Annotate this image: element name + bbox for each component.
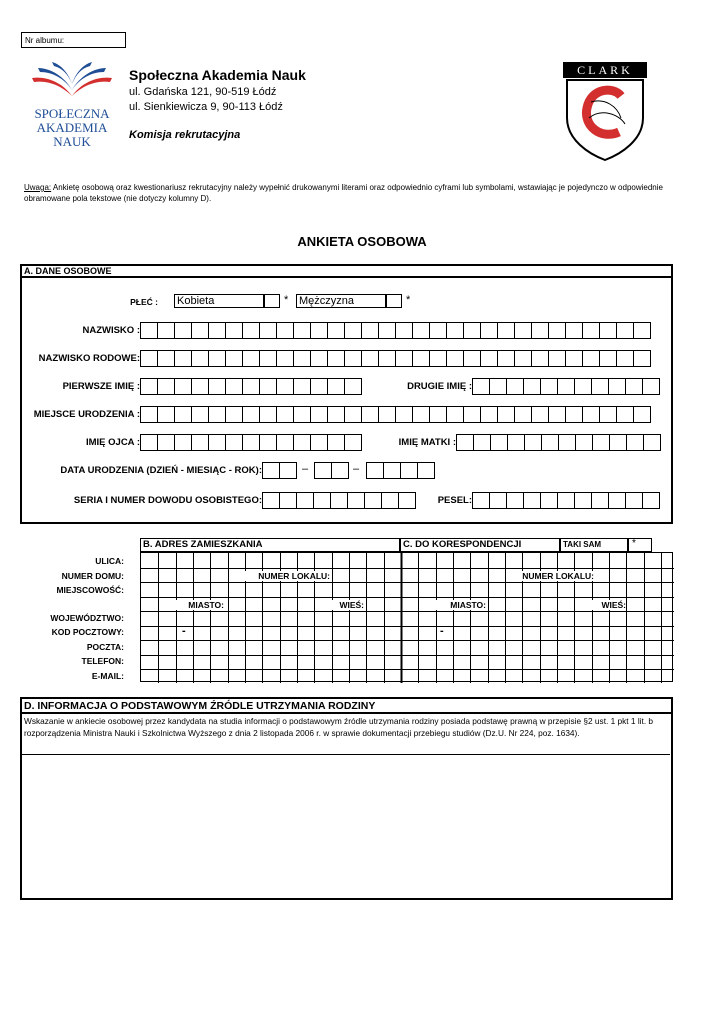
letter-cell[interactable]: [583, 407, 600, 422]
letter-cell[interactable]: [617, 407, 634, 422]
letter-cell[interactable]: [209, 407, 226, 422]
letter-cell[interactable]: [382, 493, 399, 508]
letter-cell[interactable]: [243, 435, 260, 450]
letter-cell[interactable]: [627, 435, 644, 450]
letter-cell[interactable]: [328, 379, 345, 394]
letter-cell[interactable]: [507, 493, 524, 508]
letter-cell[interactable]: [345, 407, 362, 422]
email-label: E-MAIL:: [91, 671, 124, 681]
letter-cell[interactable]: [362, 323, 379, 338]
letter-cell[interactable]: [280, 463, 297, 478]
birthdate-dash-1: –: [302, 463, 309, 475]
letter-cell[interactable]: [243, 407, 260, 422]
letter-cell[interactable]: [192, 323, 209, 338]
letter-cell[interactable]: [226, 323, 243, 338]
letter-cell[interactable]: [413, 407, 430, 422]
birth-year-input[interactable]: [366, 462, 435, 479]
letter-cell[interactable]: [507, 379, 524, 394]
first-name-label: PIERWSZE IMIĘ :: [62, 381, 140, 392]
mother-name-label: IMIĘ MATKI :: [398, 437, 456, 448]
letter-cell[interactable]: [401, 463, 418, 478]
letter-cell[interactable]: [447, 351, 464, 366]
same-as-b-label: TAKI SAM: [563, 540, 602, 549]
surname-input[interactable]: [140, 322, 651, 339]
letter-cell[interactable]: [413, 323, 430, 338]
section-d-title-bar: [20, 697, 673, 714]
letter-cell[interactable]: [600, 323, 617, 338]
letter-cell[interactable]: [158, 435, 175, 450]
letter-cell[interactable]: [626, 379, 643, 394]
b-flat-no-label: NUMER LOKALU:: [244, 571, 330, 581]
letter-cell[interactable]: [634, 323, 651, 338]
letter-cell[interactable]: [643, 493, 660, 508]
section-c-header: [400, 538, 560, 552]
letter-cell[interactable]: [294, 323, 311, 338]
father-name-label: IMIĘ OJCA :: [85, 437, 140, 448]
letter-cell[interactable]: [583, 351, 600, 366]
letter-cell[interactable]: [498, 351, 515, 366]
letter-cell[interactable]: [158, 379, 175, 394]
letter-cell[interactable]: [175, 379, 192, 394]
letter-cell[interactable]: [311, 323, 328, 338]
letter-cell[interactable]: [226, 435, 243, 450]
letter-cell[interactable]: [379, 351, 396, 366]
letter-cell[interactable]: [592, 493, 609, 508]
letter-cell[interactable]: [294, 435, 311, 450]
letter-cell[interactable]: [362, 407, 379, 422]
letter-cell[interactable]: [481, 351, 498, 366]
family-name-label: NAZWISKO RODOWE:: [38, 353, 140, 364]
letter-cell[interactable]: [260, 379, 277, 394]
letter-cell[interactable]: [294, 407, 311, 422]
address-grid-lines: [141, 553, 674, 683]
phone-label: TELEFON:: [81, 656, 124, 666]
birth-day-input[interactable]: [262, 462, 297, 479]
letter-cell[interactable]: [314, 493, 331, 508]
letter-cell[interactable]: [515, 323, 532, 338]
letter-cell[interactable]: [311, 379, 328, 394]
same-as-b-star: *: [632, 538, 636, 549]
letter-cell[interactable]: [430, 323, 447, 338]
section-a-title: A. DANE OSOBOWE: [24, 266, 112, 276]
form-title: ANKIETA OSOBOWA: [297, 234, 427, 249]
letter-cell[interactable]: [541, 379, 558, 394]
letter-cell[interactable]: [331, 493, 348, 508]
letter-cell[interactable]: [558, 379, 575, 394]
address-line-2: ul. Sienkiewicza 9, 90-113 Łódź: [129, 101, 283, 113]
logo-line-1: SPOŁECZNA: [34, 106, 110, 121]
album-number-box[interactable]: [21, 32, 126, 48]
letter-cell[interactable]: [490, 379, 507, 394]
letter-cell[interactable]: [263, 463, 280, 478]
letter-cell[interactable]: [277, 351, 294, 366]
letter-cell[interactable]: [175, 351, 192, 366]
male-label: Mężczyzna: [299, 295, 355, 307]
letter-cell[interactable]: [328, 407, 345, 422]
letter-cell[interactable]: [532, 351, 549, 366]
locality-label: MIEJSCOWOŚĆ:: [56, 585, 124, 595]
second-name-label: DRUGIE IMIĘ :: [407, 381, 472, 392]
letter-cell[interactable]: [158, 323, 175, 338]
letter-cell[interactable]: [226, 407, 243, 422]
birthplace-label: MIEJSCE URODZENIA :: [33, 409, 140, 420]
letter-cell[interactable]: [634, 407, 651, 422]
letter-cell[interactable]: [610, 435, 627, 450]
letter-cell[interactable]: [525, 435, 542, 450]
id-doc-label: SERIA I NUMER DOWODU OSOBISTEGO:: [73, 495, 262, 506]
letter-cell[interactable]: [464, 351, 481, 366]
c-flat-no-label: NUMER LOKALU:: [508, 571, 594, 581]
letter-cell[interactable]: [447, 323, 464, 338]
letter-cell[interactable]: [277, 379, 294, 394]
book-wings-icon: [24, 60, 120, 100]
letter-cell[interactable]: [345, 351, 362, 366]
org-name: Społeczna Akademia Nauk: [129, 67, 306, 83]
letter-cell[interactable]: [549, 351, 566, 366]
letter-cell[interactable]: [226, 351, 243, 366]
family-name-input[interactable]: [140, 350, 651, 367]
male-star: *: [406, 294, 411, 306]
female-label: Kobieta: [177, 295, 215, 307]
letter-cell[interactable]: [396, 323, 413, 338]
letter-cell[interactable]: [141, 351, 158, 366]
letter-cell[interactable]: [558, 493, 575, 508]
letter-cell[interactable]: [481, 407, 498, 422]
first-name-input[interactable]: [140, 378, 362, 395]
letter-cell[interactable]: [367, 463, 384, 478]
letter-cell[interactable]: [277, 435, 294, 450]
section-d-answer-area[interactable]: [22, 756, 671, 898]
section-d-title: D. INFORMACJA O PODSTAWOWYM ŹRÓDLE UTRZYMANIA RODZINY: [24, 700, 376, 712]
letter-cell[interactable]: [418, 463, 435, 478]
letter-cell[interactable]: [541, 493, 558, 508]
letter-cell[interactable]: [474, 435, 491, 450]
letter-cell[interactable]: [566, 407, 583, 422]
letter-cell[interactable]: [192, 407, 209, 422]
letter-cell[interactable]: [328, 435, 345, 450]
letter-cell[interactable]: [457, 435, 474, 450]
letter-cell[interactable]: [524, 493, 541, 508]
letter-cell[interactable]: [447, 407, 464, 422]
letter-cell[interactable]: [175, 323, 192, 338]
letter-cell[interactable]: [141, 379, 158, 394]
committee-label: Komisja rekrutacyjna: [129, 129, 241, 141]
letter-cell[interactable]: [348, 493, 365, 508]
letter-cell[interactable]: [609, 493, 626, 508]
letter-cell[interactable]: [524, 379, 541, 394]
letter-cell[interactable]: [158, 351, 175, 366]
letter-cell[interactable]: [243, 323, 260, 338]
letter-cell[interactable]: [345, 379, 362, 394]
male-option[interactable]: [296, 294, 386, 308]
letter-cell[interactable]: [464, 323, 481, 338]
letter-cell[interactable]: [592, 379, 609, 394]
postcode-label: KOD POCZTOWY:: [51, 627, 124, 637]
father-name-input[interactable]: [140, 434, 362, 451]
letter-cell[interactable]: [243, 379, 260, 394]
section-d-legal-text: Wskazanie w ankiecie osobowej przez kandydata na studia informacji o podstawowym źródle utrzymania rodziny posiada podstawę prawną w przepisie §2 ust. 1 pkt 1 lit. b rozporządzenia Ministra Nauki i Szkolnictwa Wyższego z dnia 2 listopada 2006 r. w sprawie dokumentacji przebiegu studiów (Dz.U. Nr 224, poz. 1634).: [24, 716, 654, 738]
san-logo: [24, 60, 120, 148]
post-label: POCZTA:: [86, 642, 124, 652]
letter-cell[interactable]: [384, 463, 401, 478]
voivodeship-label: WOJEWÓDZTWO:: [50, 613, 124, 623]
c-village-label: WIEŚ:: [588, 600, 626, 610]
letter-cell[interactable]: [175, 407, 192, 422]
letter-cell[interactable]: [566, 351, 583, 366]
letter-cell[interactable]: [158, 407, 175, 422]
street-label: ULICA:: [95, 556, 124, 566]
letter-cell[interactable]: [491, 435, 508, 450]
mother-name-input[interactable]: [456, 434, 661, 451]
letter-cell[interactable]: [260, 407, 277, 422]
notice-text: Ankietę osobową oraz kwestionariusz rekrutacyjny należy wypełnić drukowanymi literami oraz odpowiednio cyframi lub symbolami, wstawiając je pojedynczo w odpowiednie obramowane pola tekstowe (nie dotyczy kolumny D).: [24, 183, 663, 203]
letter-cell[interactable]: [583, 323, 600, 338]
letter-cell[interactable]: [490, 493, 507, 508]
letter-cell[interactable]: [515, 407, 532, 422]
pesel-label: PESEL:: [437, 495, 472, 506]
female-option[interactable]: [174, 294, 264, 308]
letter-cell[interactable]: [192, 351, 209, 366]
letter-cell[interactable]: [396, 351, 413, 366]
letter-cell[interactable]: [362, 351, 379, 366]
letter-cell[interactable]: [379, 407, 396, 422]
surname-label: NAZWISKO :: [82, 325, 140, 336]
second-name-input[interactable]: [472, 378, 660, 395]
letter-cell[interactable]: [481, 323, 498, 338]
letter-cell[interactable]: [294, 379, 311, 394]
letter-cell[interactable]: [280, 493, 297, 508]
letter-cell[interactable]: [430, 351, 447, 366]
letter-cell[interactable]: [617, 323, 634, 338]
letter-cell[interactable]: [192, 435, 209, 450]
c-city-label: MIASTO:: [432, 600, 486, 610]
female-star: *: [284, 294, 289, 306]
letter-cell[interactable]: [413, 351, 430, 366]
section-c-title: C. DO KORESPONDENCJI: [403, 539, 522, 550]
clark-logo-text: CLARK: [577, 63, 633, 77]
letter-cell[interactable]: [328, 351, 345, 366]
letter-cell[interactable]: [311, 351, 328, 366]
letter-cell[interactable]: [575, 493, 592, 508]
letter-cell[interactable]: [399, 493, 416, 508]
letter-cell[interactable]: [379, 323, 396, 338]
letter-cell[interactable]: [328, 323, 345, 338]
letter-cell[interactable]: [566, 323, 583, 338]
letter-cell[interactable]: [532, 407, 549, 422]
letter-cell[interactable]: [593, 435, 610, 450]
letter-cell[interactable]: [617, 351, 634, 366]
letter-cell[interactable]: [141, 323, 158, 338]
letter-cell[interactable]: [508, 435, 525, 450]
section-b-header: [140, 538, 400, 552]
letter-cell[interactable]: [643, 379, 660, 394]
letter-cell[interactable]: [260, 323, 277, 338]
letter-cell[interactable]: [542, 435, 559, 450]
letter-cell[interactable]: [311, 435, 328, 450]
id-doc-input[interactable]: [262, 492, 416, 509]
letter-cell[interactable]: [294, 351, 311, 366]
notice-prefix: Uwaga:: [24, 183, 52, 192]
b-village-label: WIEŚ:: [326, 600, 364, 610]
birthplace-input[interactable]: [140, 406, 651, 423]
letter-cell[interactable]: [141, 407, 158, 422]
letter-cell[interactable]: [365, 493, 382, 508]
logo-line-2: AKADEMIA: [36, 120, 108, 135]
birth-month-input[interactable]: [314, 462, 349, 479]
logo-line-3: NAUK: [53, 134, 91, 149]
same-as-b-checkbox[interactable]: [628, 538, 652, 552]
letter-cell[interactable]: [260, 351, 277, 366]
letter-cell[interactable]: [430, 407, 447, 422]
letter-cell[interactable]: [515, 351, 532, 366]
letter-cell[interactable]: [315, 463, 332, 478]
letter-cell[interactable]: [277, 323, 294, 338]
letter-cell[interactable]: [209, 351, 226, 366]
b-city-label: MIASTO:: [170, 600, 224, 610]
letter-cell[interactable]: [600, 351, 617, 366]
letter-cell[interactable]: [345, 323, 362, 338]
letter-cell[interactable]: [498, 407, 515, 422]
letter-cell[interactable]: [243, 351, 260, 366]
letter-cell[interactable]: [498, 323, 515, 338]
male-checkbox[interactable]: [386, 294, 402, 308]
letter-cell[interactable]: [277, 407, 294, 422]
house-no-label: NUMER DOMU:: [61, 571, 124, 581]
letter-cell[interactable]: [473, 493, 490, 508]
album-number-label: Nr albumu:: [25, 36, 65, 45]
letter-cell[interactable]: [559, 435, 576, 450]
letter-cell[interactable]: [345, 435, 362, 450]
letter-cell[interactable]: [609, 379, 626, 394]
pesel-input[interactable]: [472, 492, 660, 509]
clark-logo: [561, 62, 649, 162]
notice: [24, 182, 680, 204]
letter-cell[interactable]: [175, 435, 192, 450]
letter-cell[interactable]: [263, 493, 280, 508]
section-b-title: B. ADRES ZAMIESZKANIA: [143, 539, 263, 550]
letter-cell[interactable]: [473, 379, 490, 394]
letter-cell[interactable]: [549, 323, 566, 338]
letter-cell[interactable]: [226, 379, 243, 394]
letter-cell[interactable]: [311, 407, 328, 422]
letter-cell[interactable]: [209, 323, 226, 338]
address-line-1: ul. Gdańska 121, 90-519 Łódź: [129, 86, 277, 98]
section-a-title-bar: [20, 264, 673, 278]
letter-cell[interactable]: [192, 379, 209, 394]
letter-cell[interactable]: [396, 407, 413, 422]
letter-cell[interactable]: [576, 435, 593, 450]
letter-cell[interactable]: [332, 463, 349, 478]
female-checkbox[interactable]: [264, 294, 280, 308]
same-as-b-option[interactable]: [560, 538, 628, 552]
letter-cell[interactable]: [634, 351, 651, 366]
letter-cell[interactable]: [549, 407, 566, 422]
letter-cell[interactable]: [464, 407, 481, 422]
c-postcode-dash: -: [440, 625, 444, 637]
sex-label: PŁEĆ :: [130, 297, 158, 307]
letter-cell[interactable]: [297, 493, 314, 508]
letter-cell[interactable]: [260, 435, 277, 450]
section-d-legal-note: [22, 714, 670, 755]
letter-cell[interactable]: [600, 407, 617, 422]
birthdate-dash-2: –: [353, 463, 360, 475]
letter-cell[interactable]: [575, 379, 592, 394]
letter-cell[interactable]: [644, 435, 661, 450]
letter-cell[interactable]: [209, 379, 226, 394]
b-postcode-dash: -: [182, 625, 186, 637]
letter-cell[interactable]: [141, 435, 158, 450]
birthdate-label: DATA URODZENIA (DZIEŃ - MIESIĄC - ROK):: [60, 465, 262, 476]
letter-cell[interactable]: [626, 493, 643, 508]
letter-cell[interactable]: [532, 323, 549, 338]
letter-cell[interactable]: [209, 435, 226, 450]
